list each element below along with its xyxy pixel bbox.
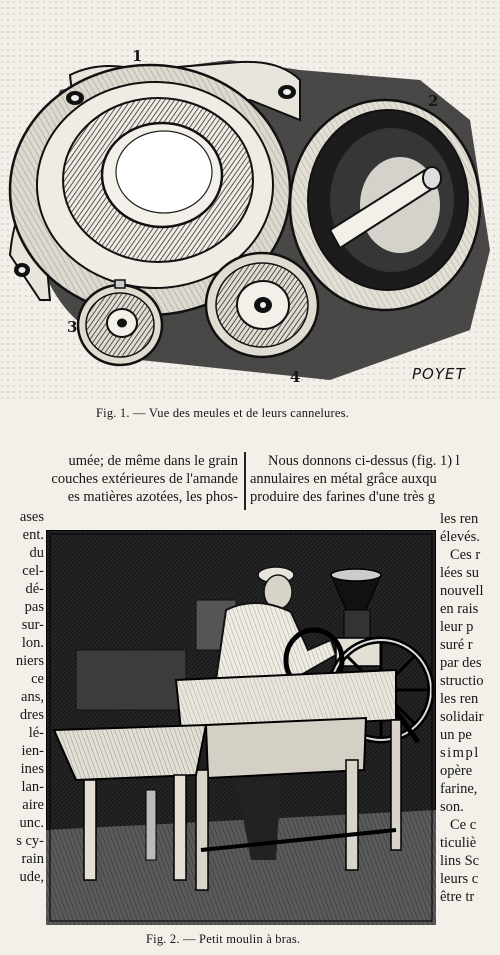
text-line: ines [20, 761, 44, 777]
text-line: lins Sc [440, 853, 480, 869]
text-line: Nous donnons ci-dessus (fig. 1) l [268, 453, 460, 469]
text-line: niers [15, 653, 44, 669]
text-line: un pe [440, 727, 472, 743]
text-line: farine, [440, 781, 478, 797]
text-line: dé- [25, 581, 44, 597]
text-line: annulaires en métal grâce auxqu [250, 471, 437, 487]
text-line: leur p [440, 619, 474, 635]
text-line: ce [31, 671, 44, 687]
text-line: ticuliè [440, 835, 477, 851]
hand-mill-illustration [46, 530, 436, 925]
millstone-4 [206, 253, 318, 357]
figure-label-2: 2 [428, 92, 439, 110]
figure-1-caption: Fig. 1. — Vue des meules et de leurs cannelures. [96, 406, 350, 420]
figure-1 [0, 0, 500, 400]
text-line: aire [22, 797, 44, 813]
text-line: lon. [21, 635, 44, 651]
text-line: pas [24, 599, 44, 615]
millstone-2 [290, 100, 480, 310]
text-line: rain [21, 851, 44, 867]
text-line: élevés. [440, 529, 480, 545]
right-side-column [440, 510, 500, 906]
text-line: par des [440, 655, 482, 671]
text-line: couches extérieures de l'amande [51, 471, 238, 487]
text-line: Ce c [450, 817, 477, 833]
text-line: ans, [21, 689, 44, 705]
text-line: être tr [440, 889, 475, 905]
text-line: ases [19, 509, 44, 525]
text-line: Ces r [450, 547, 481, 563]
text-line: ude, [19, 869, 44, 885]
text-line: en rais [440, 601, 479, 617]
text-line: solidair [440, 709, 484, 725]
text-line: structio [440, 673, 484, 689]
figure-2 [46, 530, 436, 925]
text-line: les ren [440, 511, 479, 527]
text-line: son. [440, 799, 464, 815]
text-line: nouvell [440, 583, 484, 599]
text-line: s cy- [16, 833, 44, 849]
figure-label-1: 1 [132, 47, 143, 65]
text-line: ent. [22, 527, 44, 543]
text-line: es matières azotées, les phos- [67, 489, 238, 505]
figure-2-caption: Fig. 2. — Petit moulin à bras. [146, 932, 301, 946]
text-line: les ren [440, 691, 479, 707]
text-line: dres [19, 707, 44, 723]
text-line: cel- [22, 563, 44, 579]
text-line: produire des farines d'une très g [250, 489, 436, 505]
text-line: leurs c [440, 871, 479, 887]
engraver-signature: POYET [412, 365, 466, 383]
figure-label-4: 4 [290, 368, 301, 386]
left-column-top [0, 452, 238, 506]
text-line: du [29, 545, 44, 561]
text-line: ien- [21, 743, 44, 759]
column-rule [244, 452, 246, 510]
text-line: unc. [19, 815, 44, 831]
text-line: lées su [440, 565, 480, 581]
millstones-illustration [0, 0, 500, 400]
figure-label-3: 3 [67, 318, 78, 336]
left-side-column [0, 508, 44, 886]
right-column-top [250, 452, 500, 506]
text-line: simpl [440, 745, 480, 761]
text-line: lé- [28, 725, 44, 741]
text-line: suré r [440, 637, 473, 653]
text-line: opère [440, 763, 473, 779]
text-line: umée; de même dans le grain [68, 453, 238, 469]
text-line: sur- [21, 617, 44, 633]
text-line: lan- [21, 779, 44, 795]
